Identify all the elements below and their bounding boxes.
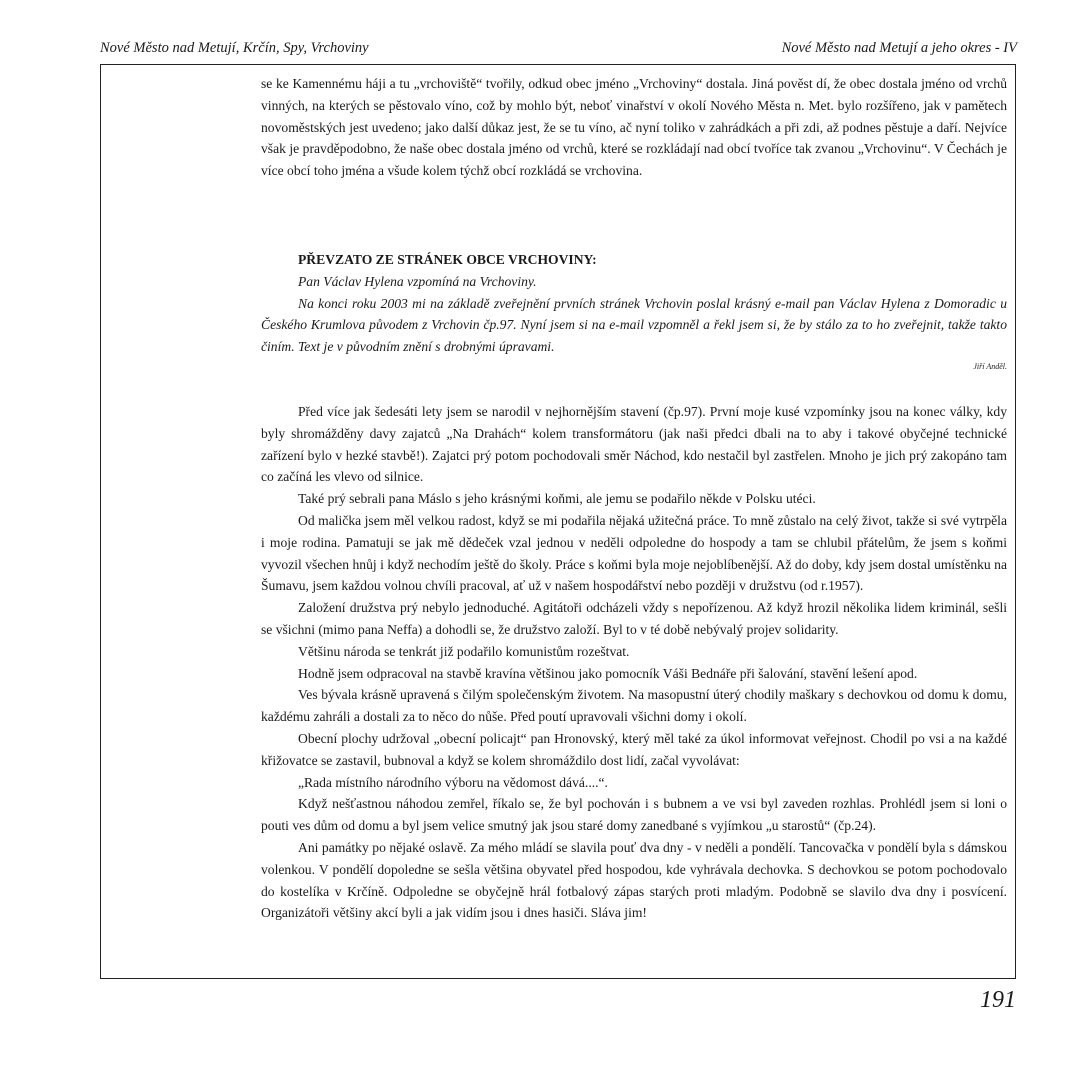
memoir-section <box>261 401 1007 924</box>
editor-note: Na konci roku 2003 mi na základě zveřejnění prvních stránek Vrchovin poslal krásný e-mail pan Václav Hylena z Domoradic u Českého Krumlova původem z Vrchovin čp.97. Nyní jsem si na e-mail vzpomněl a řekl jsem si, že by stálo za to ho zveřejnit, takže takto činím. Text je v původním znění s drobnými úpravami. <box>261 295 1007 355</box>
running-header <box>100 38 1017 60</box>
memoir-paragraph: Obecní plochy udržoval „obecní policajt“ pan Hronovský, který měl také za úkol informovat veřejnost. Chodil po vsi a na každé křižovatce se zastavil, bubnoval a když se kolem shromáždilo dost lidí, začal vyvolávat: <box>261 730 1007 768</box>
signature: Jiří Anděl. <box>973 361 1007 371</box>
memoir-paragraph: Od malička jsem měl velkou radost, když se mi podařila nějaká užitečná práce. To mně zůstalo na celý život, takže si své vytrpěla i moje rodina. Pamatuji se jak mě dědeček vzal jednou v neděli odpoledne do hospody a tam se chlubil přátelům, že jsem s koňmi vyvozil všechen hnůj i když nechodím ještě do školy. Práce s koňmi byla moje nejoblíbenější. Až do doby, kdy jsem dostal umístěnku na Šumavu, jsem každou volnou chvíli pracoval, ať už v našem hospodářství nebo později v družstvu (od r.1957). <box>261 512 1007 594</box>
memoir-paragraph: Také prý sebrali pana Máslo s jeho krásnými koňmi, ale jemu se podařilo někde v Polsku utéci. <box>298 491 816 507</box>
memoir-paragraph: Před více jak šedesáti lety jsem se narodil v nejhornějším stavení (čp.97). První moje kusé vzpomínky jsou na konec války, kdy byly shromážděny davy zajatců „Na Drahách“ kolem transformátoru (jak naši předci dbali na to aby i takové obyčejné technické zařízení bylo v hezké stavbě!). Zajatci prý potom pochodovali směr Náchod, kdo nestačil byl zastřelen. Mnoho je jich prý zakopáno tam co začíná les vlevo od silnice. <box>261 404 1007 485</box>
prevzato-section <box>261 249 1007 374</box>
memoir-paragraph: Ani památky po nějaké oslavě. Za mého mládí se slavila pouť dva dny - v neděli a pondělí. Tancovačka v pondělí byla s dámskou volenkou. V pondělí dopoledne se sešla většina obyvatel před hospodou, kde vyhrávala dechovka. S dechovkou se potom pochodovalo do kostelíka v Krčíně. Odpoledne se obyčejně hrál fotbalový zápas starých proti mladým. Podobně se slavilo dva dny i posvícení. Organizátoři většiny akcí byli a jak vidím jsou i dnes hasiči. Sláva jim! <box>261 839 1007 921</box>
section-heading: PŘEVZATO ZE STRÁNEK OBCE VRCHOVINY: <box>298 252 597 267</box>
header-left-title: Nové Město nad Metují, Krčín, Spy, Vrchoviny <box>100 40 369 56</box>
memoir-paragraph: Hodně jsem odpracoval na stavbě kravína většinou jako pomocník Váši Bednáře při šalování, stavění lešení apod. <box>298 665 918 681</box>
memoir-paragraph: Většinu národa se tenkrát již podařilo komunistům rozeštvat. <box>298 643 630 659</box>
intro-paragraph: se ke Kamennému háji a tu „vrchoviště“ tvořily, odkud obec jméno „Vrchoviny“ dostala. Jiná pověst dí, že obec dostala jméno od vrchů vinných, na kterých se pěstovalo víno, což by mohlo být, neboť vinařství v okolí Nového Města n. Met. bylo rozšířeno, jak v pamětech novoměstských jest uvedeno; jako další důkaz jest, že se tu víno, ač nyní toliko v zahrádkách a při zdi, až podnes pěstuje a daří. Nejvíce však je pravděpodobno, že naše obec dostala jméno od vrchů, které se rozkládají nad obcí tvoříce tak zvanou „Vrchovinu“. V Čechách je více obcí toho jména a všude kolem týchž obcí rozkládá se vrchovina. <box>261 76 1007 179</box>
memoir-paragraph: Když nešťastnou náhodou zemřel, říkalo se, že byl pochován i s bubnem a ve vsi byl zaveden rozhlas. Prohlédl jsem si loni o pouti ves dům od domu a byl jsem velice smutný jak jsou staré domy zanedbané s vyjímkou „u starostů“ (čp.24). <box>261 796 1007 834</box>
memoir-paragraph: Založení družstva prý nebylo jednoduché. Agitátoři odcházeli vždy s nepořízenou. Až když hrozil několika lidem kriminál, sešli se všichni (mimo pana Neffa) a dohodli se, že družstvo založí. Byl to v té době nebývalý projev solidarity. <box>261 600 1007 637</box>
page-number: 191 <box>980 987 1016 1013</box>
memoir-paragraph: Ves bývala krásně upravená s čilým společenským životem. Na masopustní úterý chodily maškary s dechovkou od domu k domu, každému zahráli a dostali za to něco do nůše. Před poutí upravovali všichni domy i okolí. <box>261 687 1007 725</box>
section-subtitle: Pan Václav Hylena vzpomíná na Vrchoviny. <box>298 273 537 289</box>
header-right-title: Nové Město nad Metují a jeho okres - IV <box>781 40 1017 56</box>
intro-section <box>261 73 1007 182</box>
memoir-paragraph: „Rada místního národního výboru na vědomost dává....“. <box>298 774 608 790</box>
